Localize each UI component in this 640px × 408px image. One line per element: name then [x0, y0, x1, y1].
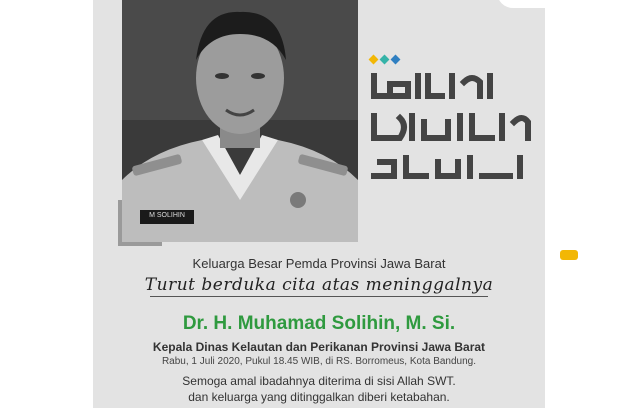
death-detail: Rabu, 1 Juli 2020, Pukul 18.45 WIB, di RS. Borromeus, Kota Bandung. [161, 356, 477, 367]
deceased-name: Dr. H. Muhamad Solihin, M. Si. [182, 313, 456, 334]
accent-tab [560, 250, 578, 260]
condolence-line: Turut berduka cita atas meninggalnya [144, 275, 494, 295]
portrait-photo [122, 0, 358, 242]
calligraphy-icon [368, 66, 538, 196]
condolence-underline [150, 296, 488, 297]
portrait-illustration [122, 0, 358, 242]
name-tag: M SOLIHIN [149, 212, 185, 219]
diamond-dots-icon [370, 56, 399, 63]
dot-blue [391, 55, 401, 65]
dot-gold [369, 55, 379, 65]
dot-teal [380, 55, 390, 65]
prayer-line-2: dan keluarga yang ditinggalkan diberi ketabahan. [188, 390, 450, 404]
prayer-line-1: Semoga amal ibadahnya diterima di sisi Allah SWT. [182, 374, 456, 388]
family-line: Keluarga Besar Pemda Provinsi Jawa Barat [192, 256, 446, 271]
deceased-position: Kepala Dinas Kelautan dan Perikanan Provinsi Jawa Barat [152, 340, 486, 354]
